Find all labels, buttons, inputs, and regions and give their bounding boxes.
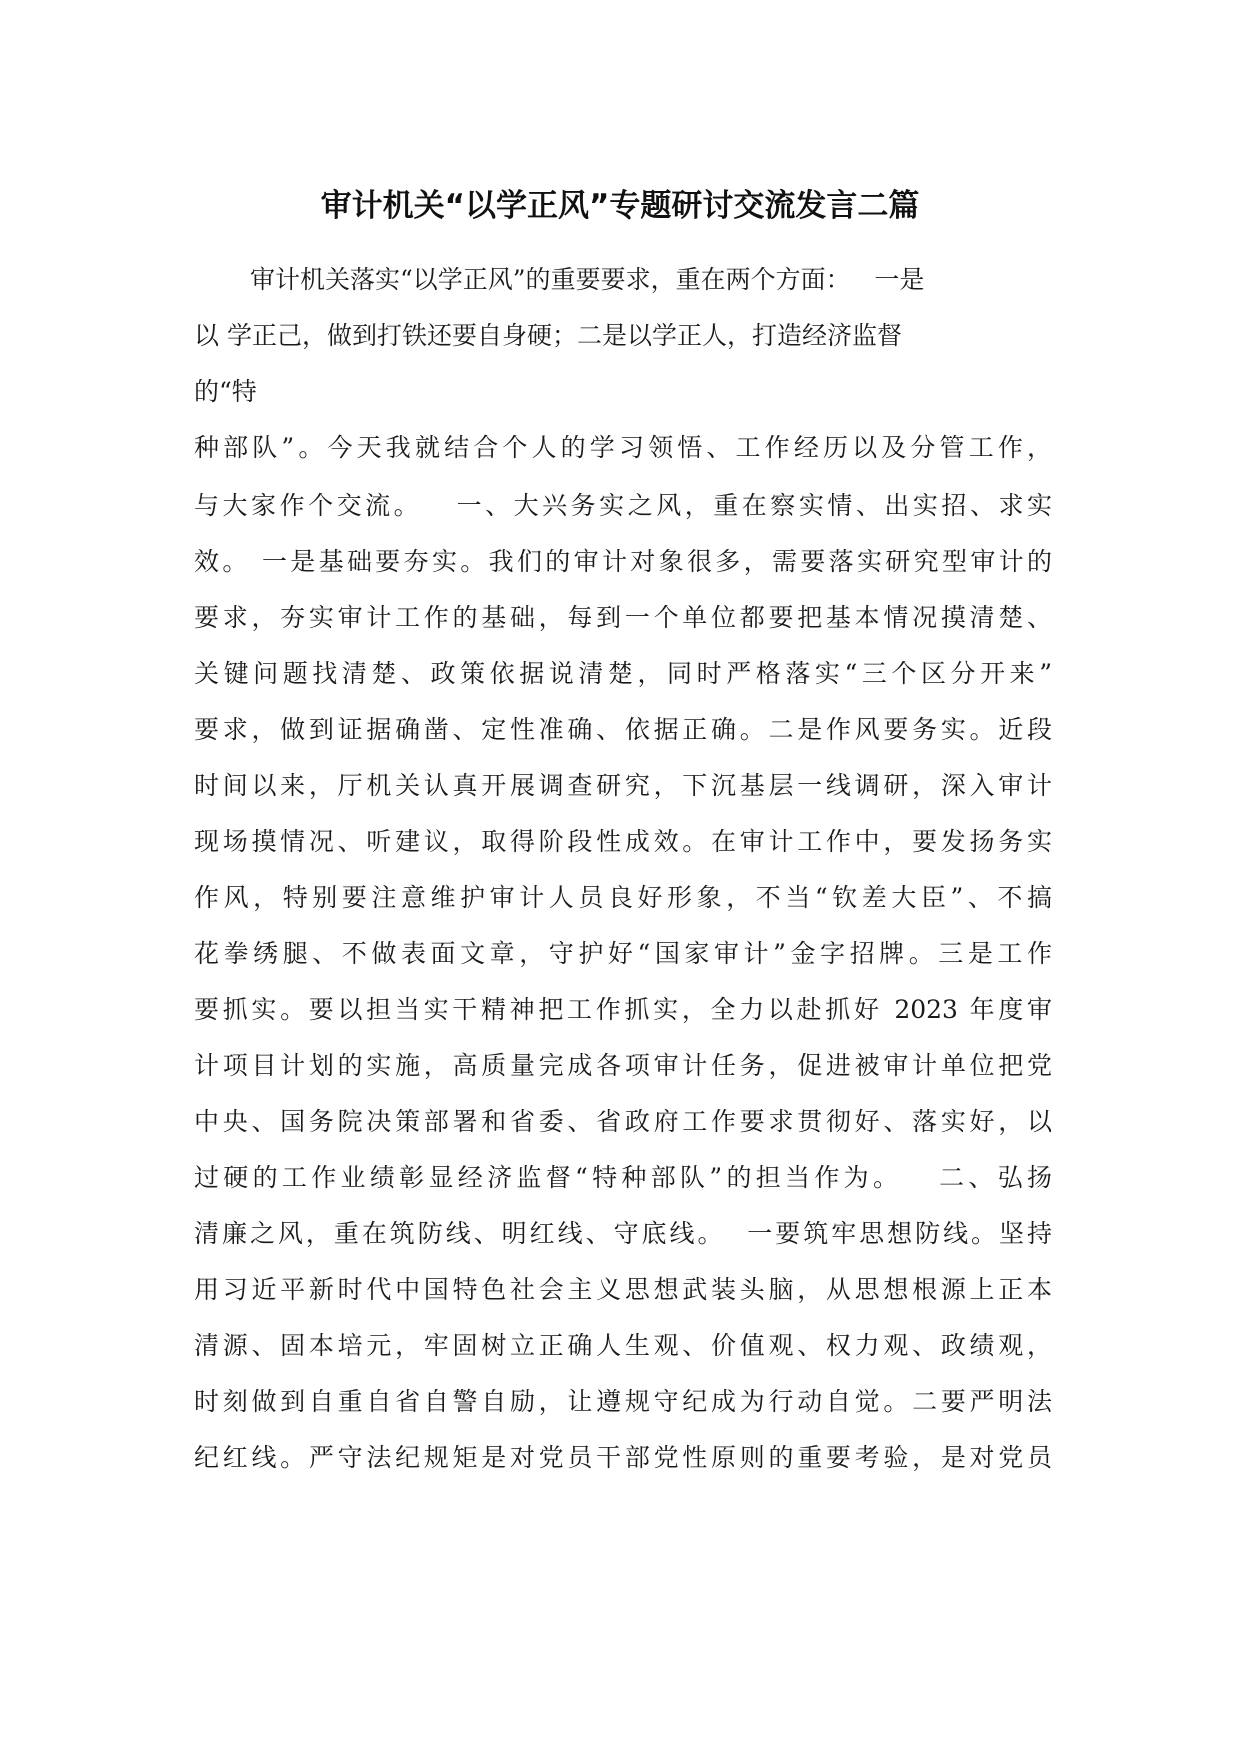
body-line-12: 作风，特别要注意维护审计人员良好形象，不当“钦差大臣”、不搞 (194, 883, 1052, 912)
body-line-7: 要求，夯实审计工作的基础，每到一个单位都要把基本情况摸清楚、 (194, 603, 1052, 632)
body-line-16: 中央、国务院决策部署和省委、省政府工作要求贯彻好、落实好，以 (194, 1107, 1052, 1136)
body-line-9: 要求，做到证据确凿、定性准确、依据正确。二是作风要务实。近段 (194, 715, 1052, 744)
body-line-3: 的“特 (194, 377, 257, 406)
body-line-22: 纪红线。严守法纪规矩是对党员干部党性原则的重要考验，是对党员 (194, 1443, 1052, 1472)
body-line-17: 过硬的工作业绩彰显经济监督“特种部队”的担当作为。 二、弘扬 (194, 1163, 1052, 1192)
body-line-10: 时间以来，厅机关认真开展调查研究，下沉基层一线调研，深入审计 (194, 771, 1052, 800)
body-line-21: 时刻做到自重自省自警自励，让遵规守纪成为行动自觉。二要严明法 (194, 1387, 1052, 1416)
body-line-15: 计项目计划的实施，高质量完成各项审计任务，促进被审计单位把党 (194, 1051, 1052, 1080)
body-line-19: 用习近平新时代中国特色社会主义思想武装头脑，从思想根源上正本 (194, 1275, 1052, 1304)
body-line-5: 与大家作个交流。 一、大兴务实之风，重在察实情、出实招、求实 (194, 491, 1052, 520)
body-line-13: 花拳绣腿、不做表面文章，守护好“国家审计”金字招牌。三是工作 (194, 939, 1052, 968)
body-line-20: 清源、固本培元，牢固树立正确人生观、价值观、权力观、政绩观， (194, 1331, 1052, 1360)
body-line-6: 效。 一是基础要夯实。我们的审计对象很多，需要落实研究型审计的 (194, 547, 1052, 576)
body-line-8: 关键问题找清楚、政策依据说清楚，同时严格落实“三个区分开来” (194, 659, 1052, 688)
body-line-4: 种部队”。今天我就结合个人的学习领悟、工作经历以及分管工作， (194, 433, 1052, 462)
body-line-1: 审计机关落实“以学正风”的重要要求，重在两个方面： 一是 (250, 265, 925, 294)
body-line-2: 以 学正己，做到打铁还要自身硬；二是以学正人，打造经济监督 (194, 321, 902, 350)
body-line-18: 清廉之风，重在筑防线、明红线、守底线。 一要筑牢思想防线。坚持 (194, 1219, 1052, 1248)
body-line-11: 现场摸情况、听建议，取得阶段性成效。在审计工作中，要发扬务实 (194, 827, 1052, 856)
document-title: 审计机关“以学正风”专题研讨交流发言二篇 (320, 188, 920, 224)
body-line-14: 要抓实。要以担当实干精神把工作抓实，全力以赴抓好 2023 年度审 (194, 995, 1052, 1024)
